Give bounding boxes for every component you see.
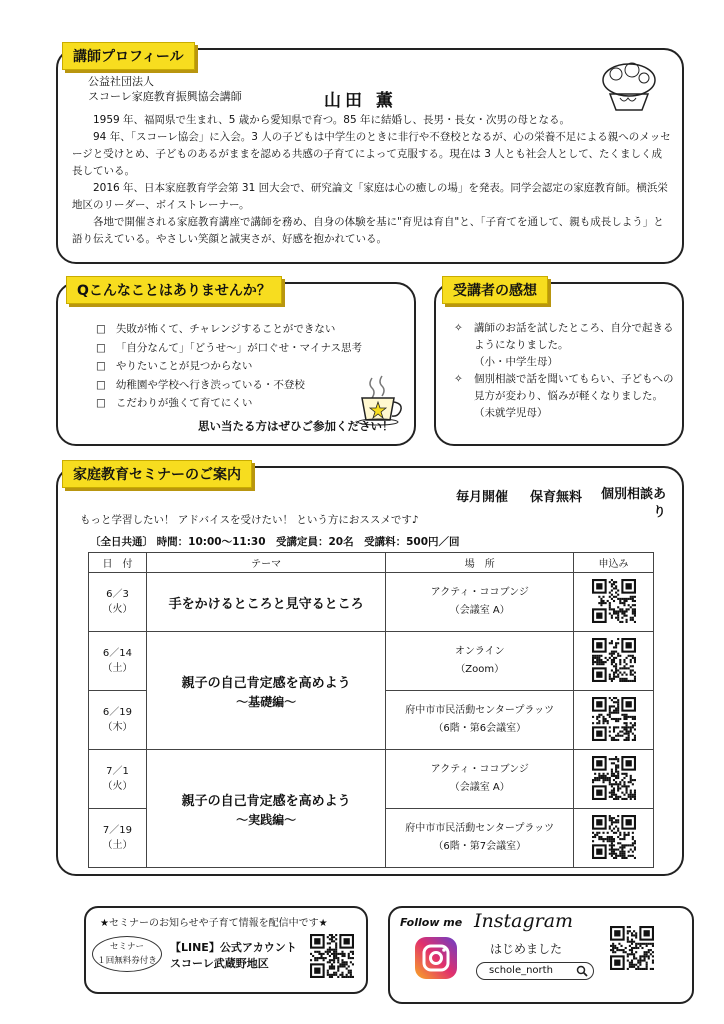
search-icon [576,965,588,977]
instagram-icon[interactable] [414,936,458,980]
place-text: 府中市市民活動センタープラッツ [405,705,555,716]
theme-cell [146,573,385,632]
date-cell [89,750,147,809]
header-theme: テーマ [146,553,385,573]
qr-code-icon[interactable] [592,697,636,741]
place-text: オンライン [454,646,505,657]
question-item: □ やりたいことが見つからない [96,357,362,376]
voice-item [454,320,678,371]
bio-paragraph: 94 年、「スコーレ協会」に入会。3 人の子どもは中学生のときに非行や不登校となるが、心の栄養不足による親へのメッセージと受けとめ、子どものあるがままを認める共感の子育てによって克服する。現在は 3 人とも社会人として、たくましく成長している。 [72,131,671,177]
theme-text: 親子の自己肯定感を高めよう [181,793,351,809]
seminar-panel [56,466,684,876]
voices-panel [434,282,684,446]
table-row [89,573,654,632]
org-line1: 公益社団法人 [88,75,154,88]
date-text: 6／14 [102,648,132,659]
qr-cell[interactable] [574,573,654,632]
weekday-text: （土） [102,840,133,851]
profile-panel [56,48,684,264]
voice-author: （未就学児母） [474,407,548,419]
qr-cell[interactable] [574,691,654,750]
question-item: □ こだわりが強くて育てにくい [96,394,362,413]
coupon-line1: セミナー [109,942,144,952]
line-panel [84,906,368,994]
date-cell [89,632,147,691]
place-cell [386,573,574,632]
table-header-row [89,553,654,573]
date-text: 7／1 [106,766,129,777]
questions-note: 思い当たる方はぜひご参加ください！ [198,419,394,433]
instagram-subtitle: はじめました [490,942,563,956]
question-item: □ 「自分なんて」「どうせ～」が口ぐせ・マイナス思考 [96,339,362,358]
line-account-line2: スコーレ武蔵野地区 [170,957,269,970]
instagram-title: Instagram [474,910,574,932]
badge-consultation: 個別相談あり [600,487,666,520]
bio-paragraph: 1959 年、福岡県で生まれ、5 歳から愛知県で育つ。85 年に結婚し、長男・長女・次男の母となる。 [93,114,570,126]
org-line2: スコーレ家庭教育振興協会講師 [88,90,242,103]
qr-code-icon[interactable] [592,815,636,859]
follow-me-label: Follow me [400,916,463,929]
coupon-badge [92,936,162,972]
place-cell [386,632,574,691]
question-item: □ 幼稚園や学校へ行き渋っている・不登校 [96,376,362,395]
theme-cell [146,632,385,750]
place-room: （会議室 A） [449,605,510,616]
voice-text: 講師のお話を試したところ、自分で起きるようになりました。 [474,322,674,351]
qr-cell[interactable] [574,809,654,868]
line-heading: ★セミナーのお知らせや子育て情報を配信中です★ [100,918,328,929]
theme-text: 手をかけるところと見守るところ [168,596,364,612]
date-cell [89,691,147,750]
seminar-intro: もっと学習したい！ アドバイスを受けたい！ という方におススメです♪ [80,514,419,526]
place-room: （6階・第7会議室） [433,841,527,852]
table-row [89,750,654,809]
header-place: 場 所 [386,553,574,573]
badge-childcare: 保育無料 [530,486,582,505]
seminar-common-info: 〔全日共通〕 時間：10:00～11:30 受講定員：20名 受講料：500円／回 [90,536,460,548]
qr-code-icon[interactable] [592,579,636,623]
place-cell [386,809,574,868]
bio-text [72,112,672,248]
header-date: 日 付 [89,553,147,573]
questions-panel [56,282,416,446]
voice-item [454,371,678,422]
instagram-handle: schole_north [489,965,553,976]
org-block [88,74,242,104]
instagram-qr-code-icon[interactable] [610,926,654,970]
weekday-text: （土） [102,663,133,674]
badge-monthly: 毎月開催 [456,486,508,505]
weekday-text: （火） [102,604,133,615]
qr-cell[interactable] [574,750,654,809]
place-text: アクティ・ココブンジ [430,587,529,598]
schole-logo-icon [594,58,664,114]
line-account [170,940,297,972]
qr-code-icon[interactable] [592,756,636,800]
voice-author: （小・中学生母） [474,356,558,368]
question-item: □ 失敗が怖くて、チャレンジすることができない [96,320,362,339]
bio-paragraph: 各地で開催される家庭教育講座で講師を務め、自身の体験を基に"育児は育自"と、「子育てを通して、親も成長しよう」と語り伝えている。やさしい笑顔と誠実さが、好感を抱かれている。 [72,216,664,245]
weekday-text: （木） [102,722,133,733]
place-cell [386,750,574,809]
qr-code-icon[interactable] [592,638,636,682]
line-account-line1: 【LINE】公式アカウント [170,941,297,954]
seminar-tag: 家庭教育セミナーのご案内 [62,460,252,488]
theme-subtitle: ～基礎編～ [236,694,297,709]
date-text: 6／19 [102,707,132,718]
voice-text: 個別相談で話を聞いてもらい、子どもへの見方が変わり、悩みが軽くなりました。 [474,373,674,402]
schedule-table [88,552,654,868]
date-text: 6／3 [106,589,129,600]
place-text: 府中市市民活動センタープラッツ [405,823,555,834]
place-cell [386,691,574,750]
theme-text: 親子の自己肯定感を高めよう [181,675,351,691]
voices-list [454,320,678,422]
place-text: アクティ・ココブンジ [430,764,529,775]
table-row [89,632,654,691]
place-room: （会議室 A） [449,782,510,793]
questions-tag: Qこんなことはありませんか？ [66,276,282,304]
qr-cell[interactable] [574,632,654,691]
weekday-text: （火） [102,781,133,792]
date-cell [89,809,147,868]
date-text: 7／19 [102,825,132,836]
question-list [96,320,362,413]
place-room: （6階・第6会議室） [433,723,527,734]
header-apply: 申込み [574,553,654,573]
line-qr-code-icon[interactable] [310,934,354,978]
voices-tag: 受講者の感想 [442,276,548,304]
coupon-line2: １回無料券付き [97,956,157,966]
place-room: （Zoom） [455,664,505,675]
theme-cell [146,750,385,868]
theme-subtitle: ～実践編～ [236,812,297,827]
lecturer-name: 山田 薫 [324,91,397,111]
instagram-search-box[interactable] [476,962,594,980]
profile-tag: 講師プロフィール [62,42,195,70]
bio-paragraph: 2016 年、日本家庭教育学会第 31 回大会で、研究論文「家庭は心の癒しの場」を発表。同学会認定の家庭教育師。横浜栄地区のリーダー、ボイストレーナー。 [72,182,668,211]
instagram-panel [388,906,694,1004]
date-cell [89,573,147,632]
